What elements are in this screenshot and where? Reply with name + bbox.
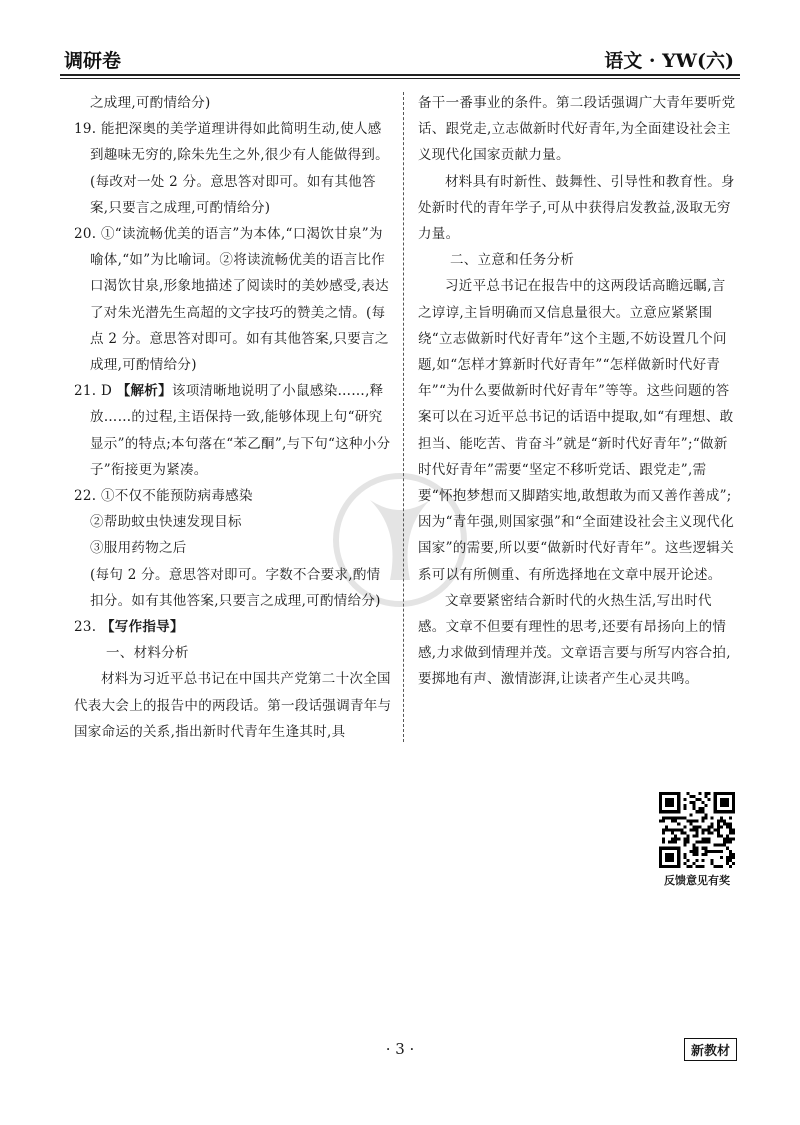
section-tag: 【写作指导】 [100, 619, 184, 636]
section-heading: 一、材料分析 [106, 645, 189, 662]
page-number: · 3 · [385, 1040, 415, 1058]
paragraph: 材料为习近平总书记在中国共产党第二十次全国代表大会上的报告中的两段话。第一段话强调青年与国家命运的关系,指出新时代青年生逢其时,具 [74, 671, 392, 740]
answer-item: 19. 能把深奥的美学道理讲得如此简明生动,使人感到趣味无穷的,除朱先生之外,很少有人能做得到。(每改对一处 2 分。意思答对即可。如有其他答案,只要言之成理,可酌情给分) [74, 121, 389, 216]
right-column [418, 90, 736, 693]
section-tag: 【解析】 [116, 383, 172, 400]
left-column [74, 90, 392, 745]
answer-item: 21. D 【解析】该项清晰地说明了小鼠感染……,释放……的过程,主语保持一致,能够体现上句“研究显示”的特点;本句落在“苯乙酮”,与下句“这种小分子”衔接更为紧凑。 [74, 383, 391, 478]
answer-item: 20. ①“读流畅优美的语言”为本体,“口渴饮甘泉”为喻体,“如”为比喻词。②将读流畅优美的语言比作口渴饮甘泉,形象地描述了阅读时的美妙感受,表达了对朱光潜先生高超的文字技巧的赞美之情。(每点 2 分。意思答对即可。如有其他答案,只要言之成理,可酌情给分) [74, 226, 389, 374]
header-rule-thin [60, 78, 740, 79]
answer-item: 之成理,可酌情给分) [90, 95, 211, 111]
section-heading: 二、立意和任务分析 [450, 252, 575, 269]
qr-code-icon[interactable] [659, 792, 735, 868]
qr-caption: 反馈意见有奖 [664, 874, 730, 887]
answer-item: ③服用药物之后 [90, 540, 187, 557]
answer-item: 22. ①不仅不能预防病毒感染 [74, 488, 253, 505]
header-right-title: 语文 · YW(六) [604, 50, 734, 72]
answer-item: ②帮助蚊虫快速发现目标 [90, 514, 242, 531]
answer-item: (每句 2 分。意思答对即可。字数不合要求,酌情扣分。如有其他答案,只要言之成理,可酌情给分) [90, 566, 381, 609]
header-left-title: 调研卷 [64, 50, 122, 72]
paragraph: 文章要紧密结合新时代的火热生活,写出时代感。文章不但要有理性的思考,还要有昂扬向上的情感,力求做到情理并茂。文章语言要与所写内容合拍,要掷地有声、激情澎湃,让读者产生心灵共鸣。 [418, 592, 731, 688]
paragraph: 材料具有时新性、鼓舞性、引导性和教育性。身处新时代的青年学子,可从中获得启发教益,汲取无穷力量。 [418, 173, 735, 243]
column-divider [403, 92, 404, 742]
answer-item: 23. 【写作指导】 [74, 619, 184, 636]
paragraph: 备干一番事业的条件。第二段话强调广大青年要听党话、跟党走,立志做新时代好青年,为全面建设社会主义现代化国家贡献力量。 [418, 95, 736, 164]
header-rule [60, 74, 740, 76]
paragraph: 习近平总书记在报告中的这两段话高瞻远瞩,言之谆谆,主旨明确而又信息量很大。立意应紧紧围绕“立志做新时代好青年”这个主题,不妨设置几个问题,如“怎样才算新时代好青年”“怎样做新时代好青年”“为什么要做新时代好青年”等等。这些问题的答案可以在习近平总书记的话语中提取,如“有理想、敢担当、能吃苦、肯奋斗”就是“新时代好青年”;“做新时代好青年”需要“坚定不移听党话、跟党走”,需要“怀抱梦想而又脚踏实地,敢想敢为而又善作善成”;因为“青年强,则国家强”和“全面建设社会主义现代化国家”的需要,所以要“做新时代好青年”。这些逻辑关系可以有所侧重、有所选择地在文章中展开论述。 [418, 278, 734, 583]
edition-badge: 新教材 [684, 1038, 737, 1061]
